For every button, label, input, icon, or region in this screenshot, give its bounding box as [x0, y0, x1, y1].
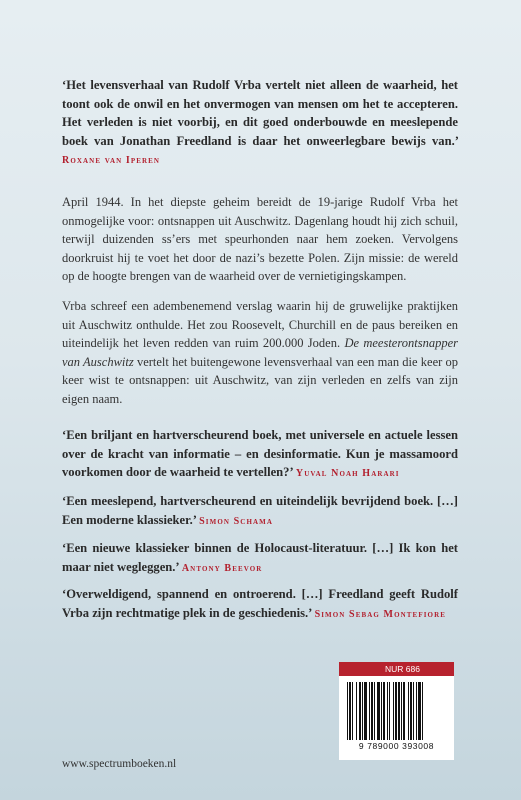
barcode-panel	[339, 662, 454, 760]
quote-author: Simon Schama	[199, 515, 274, 527]
quote-author: Yuval Noah Harari	[295, 468, 400, 479]
nur-label: NUR 686	[339, 662, 454, 676]
quote-author: Antony Beevor	[181, 562, 263, 574]
quote-yuval-noah-harari	[62, 426, 458, 484]
blurb-paragraph-1: April 1944. In het diepste geheim bereidt de 19-jarige Rudolf Vrba het onmogelijke voor: ontsnappen uit Auschwitz. Dagenlang houdt hij zich schuil, terwijl duizenden ss’ers met speurhonden naar hem zoeken. Vervolgens doorkruist hij te voet het door de nazi’s bezette Polen. Zijn missie: de wereld op de hoogte brengen van de waarheid over de vernietigingskampen.	[62, 195, 458, 283]
blurb-p2-start: Vrba schreef een adembenemend verslag waarin hij de gruwelijke praktijken uit Auschwitz onthulde. Het zou Roosevelt, Churchill en de paus bereiken en uiteindelijk het leven redden van ruim 200.000 Joden.	[62, 299, 458, 350]
quote-simon-schama	[62, 492, 458, 531]
barcode-graphic	[347, 682, 446, 740]
quote-simon-sebag-montefiore	[62, 585, 458, 624]
quote-author: Roxane van Iperen	[62, 155, 161, 166]
quote-text: ‘Een meeslepend, hartverscheurend en uiteindelijk bevrijdend boek. […] Een moderne klassieker.’	[62, 494, 458, 527]
quote-text: ‘Het levensverhaal van Rudolf Vrba vertelt niet alleen de waarheid, het toont ook de onwil en het onvermogen van mensen om het te accepteren. Het verleden is niet voorbij, en dit goed onderbouwde en meeslepende boek van Jonathan Freedland is daar het onweerlegbare bewijs van.’	[62, 78, 458, 148]
blurb-paragraph-2	[62, 297, 458, 408]
quote-text: ‘Een briljant en hartverscheurend boek, met universele en actuele lessen over de kracht van informatie – en desinformatie. Kun je massamoord voorkomen door de waarheid te vertellen?’	[62, 428, 458, 479]
quote-antony-beevor	[62, 539, 458, 578]
book-title: De meesterontsnapper van Auschwitz	[62, 336, 458, 369]
quote-text: ‘Overweldigend, spannend en ontroerend. […] Freedland geeft Rudolf Vrba zijn rechtmatige plek in de geschiedenis.’	[62, 587, 458, 620]
isbn-number: 9 789000 393008	[358, 741, 435, 751]
blurb-p2-end: vertelt het buitengewone levensverhaal van een man die keer op keer wist te ontsnappen: uit Auschwitz, van zijn verleden en zelfs van zijn eigen naam.	[62, 354, 458, 406]
publisher-website: www.spectrumboeken.nl	[62, 758, 177, 770]
quote-author: Simon Sebag Montefiore	[314, 608, 446, 620]
quote-roxane-van-iperen	[62, 76, 458, 171]
quote-text: ‘Een nieuwe klassieker binnen de Holocaust-literatuur. […] Ik kon het maar niet wegleggen.’	[62, 541, 458, 574]
